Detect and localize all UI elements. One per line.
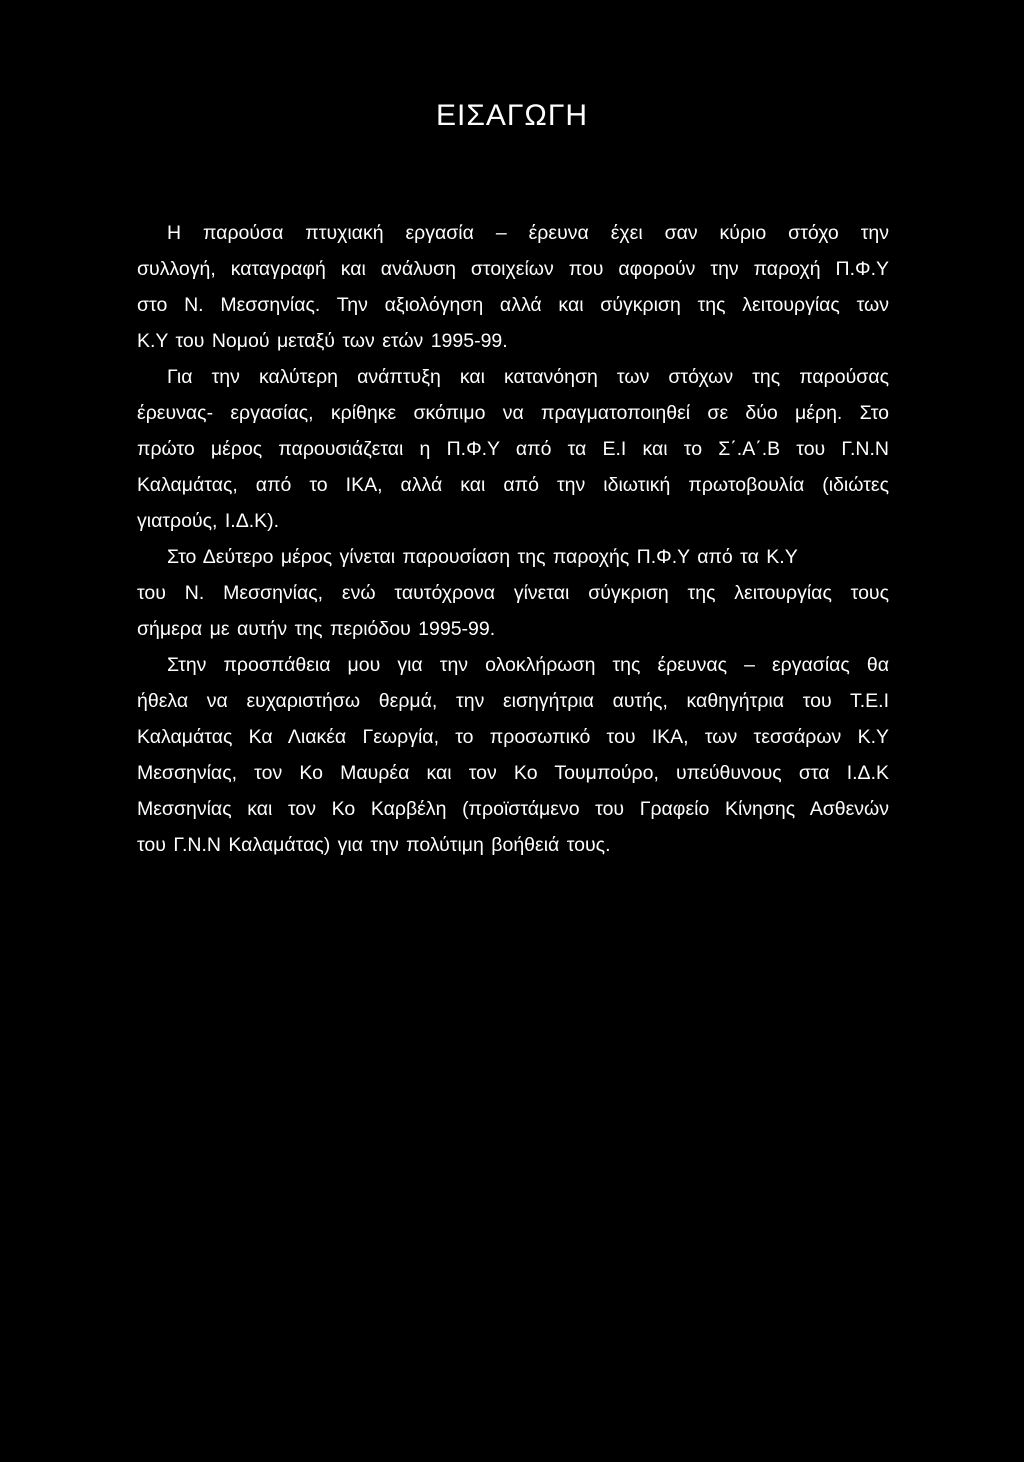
paragraph-3 [137,539,889,647]
text-line: έρευνας- εργασίας, κρίθηκε σκόπιμο να πραγματοποιηθεί σε δύο μέρη. Στο [137,402,889,424]
text-line: Στην προσπάθεια μου για την ολοκλήρωση της έρευνας – εργασίας θα [167,654,889,676]
paragraph-4 [137,647,889,863]
text-line: γιατρούς, Ι.Δ.Κ). [137,510,280,532]
paragraph-2 [137,359,889,539]
text-line: Στο Δεύτερο μέρος γίνεται παρουσίαση της παροχής Π.Φ.Υ από τα Κ.Υ [167,546,798,568]
document-body [137,215,889,863]
text-line: Καλαμάτας, από το ΙΚΑ, αλλά και από την ιδιωτική πρωτοβουλία (ιδιώτες [137,474,889,496]
text-line: Μεσσηνίας και τον Κο Καρβέλη (προϊστάμενο του Γραφείο Κίνησης Ασθενών [137,798,889,820]
text-line: ήθελα να ευχαριστήσω θερμά, την εισηγήτρια αυτής, καθηγήτρια του Τ.Ε.Ι [137,690,889,712]
text-line: Μεσσηνίας, τον Κο Μαυρέα και τον Κο Τουμπούρο, υπεύθυνους στα Ι.Δ.Κ [137,762,889,784]
text-line: Η παρούσα πτυχιακή εργασία – έρευνα έχει σαν κύριο στόχο την [167,222,889,244]
text-line: του Γ.Ν.Ν Καλαμάτας) για την πολύτιμη βοήθειά τους. [137,834,611,856]
text-line: του Ν. Μεσσηνίας, ενώ ταυτόχρονα γίνεται σύγκριση της λειτουργίας τους [137,582,889,604]
text-line: συλλογή, καταγραφή και ανάλυση στοιχείων που αφορούν την παροχή Π.Φ.Υ [137,258,889,280]
text-line: Καλαμάτας Κα Λιακέα Γεωργία, το προσωπικό του ΙΚΑ, των τεσσάρων Κ.Υ [137,726,889,748]
paragraph-1 [137,215,889,359]
text-line: στο Ν. Μεσσηνίας. Την αξιολόγηση αλλά και σύγκριση της λειτουργίας των [137,294,889,316]
text-line: πρώτο μέρος παρουσιάζεται η Π.Φ.Υ από τα Ε.Ι και το Σ΄.Α΄.Β του Γ.Ν.Ν [137,438,889,460]
text-line: Κ.Υ του Νομού μεταξύ των ετών 1995-99. [137,330,508,352]
page-title: ΕΙΣΑΓΩΓΗ [435,99,589,132]
text-line: σήμερα με αυτήν της περιόδου 1995-99. [137,618,496,640]
text-line: Για την καλύτερη ανάπτυξη και κατανόηση των στόχων της παρούσας [167,366,889,388]
